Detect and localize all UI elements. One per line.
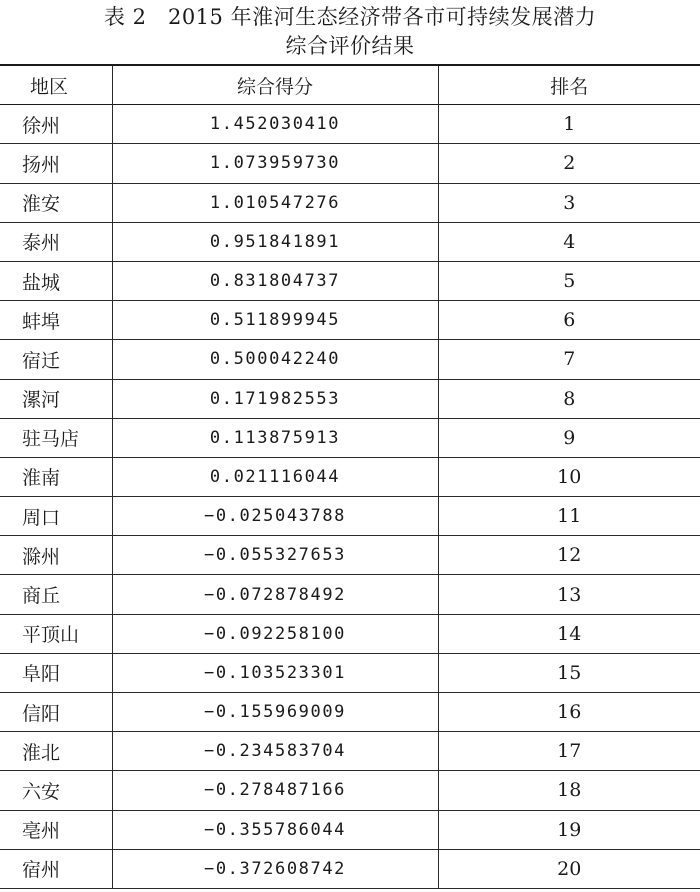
- region-cell: 宿州: [22, 859, 61, 882]
- region-cell: 淮安: [22, 193, 61, 216]
- score-cell: 0.831804737: [112, 261, 438, 300]
- table-row: [0, 457, 700, 496]
- table-row: [0, 849, 700, 888]
- table-row: [0, 301, 700, 340]
- table-row: [0, 418, 700, 457]
- table-row: [0, 732, 700, 771]
- region-cell: 宿迁: [22, 349, 61, 372]
- score-cell: −0.072878492: [112, 575, 438, 614]
- region-cell: 淮北: [22, 741, 61, 764]
- table-row: [0, 340, 700, 379]
- rank-cell: 19: [438, 810, 700, 849]
- table-row: [0, 261, 700, 300]
- score-cell: −0.092258100: [112, 614, 438, 653]
- table-row: [0, 810, 700, 849]
- table-row: [0, 379, 700, 418]
- rank-cell: 16: [438, 693, 700, 732]
- region-cell: 驻马店: [22, 428, 80, 451]
- table-row: [0, 693, 700, 732]
- rank-cell: 3: [438, 183, 700, 222]
- score-cell: 0.511899945: [112, 301, 438, 340]
- region-cell: 淮南: [22, 467, 61, 490]
- rank-cell: 14: [438, 614, 700, 653]
- score-cell: 0.021116044: [112, 457, 438, 496]
- score-cell: −0.025043788: [112, 497, 438, 536]
- region-cell: 泰州: [22, 232, 61, 255]
- region-cell: 平顶山: [22, 624, 80, 647]
- region-cell: 漯河: [22, 389, 61, 412]
- table-row: [0, 105, 700, 144]
- region-cell: 亳州: [22, 820, 61, 843]
- region-cell: 商丘: [22, 585, 61, 608]
- results-table: [0, 64, 700, 889]
- rank-cell: 10: [438, 457, 700, 496]
- table-row: [0, 771, 700, 810]
- score-cell: −0.103523301: [112, 653, 438, 692]
- rank-cell: 1: [438, 105, 700, 144]
- region-cell: 滁州: [22, 545, 61, 568]
- score-cell: 0.500042240: [112, 340, 438, 379]
- region-cell: 周口: [22, 506, 61, 529]
- rank-cell: 18: [438, 771, 700, 810]
- region-cell: 蚌埠: [22, 310, 61, 333]
- rank-cell: 7: [438, 340, 700, 379]
- score-cell: −0.372608742: [112, 849, 438, 888]
- rank-cell: 4: [438, 222, 700, 261]
- table-row: [0, 575, 700, 614]
- rank-cell: 11: [438, 497, 700, 536]
- score-cell: 0.171982553: [112, 379, 438, 418]
- region-cell: 扬州: [22, 153, 61, 176]
- table-row: [0, 144, 700, 183]
- score-cell: −0.234583704: [112, 732, 438, 771]
- rank-cell: 9: [438, 418, 700, 457]
- score-cell: 1.073959730: [112, 144, 438, 183]
- region-cell: 信阳: [22, 702, 61, 725]
- rank-cell: 20: [438, 849, 700, 888]
- region-cell: 盐城: [22, 271, 61, 294]
- score-cell: 0.113875913: [112, 418, 438, 457]
- caption-line-1: 表 2 2015 年淮河生态经济带各市可持续发展潜力: [103, 5, 597, 29]
- region-cell: 徐州: [22, 114, 61, 137]
- table-row: [0, 183, 700, 222]
- header-row: [0, 65, 700, 105]
- score-cell: 0.951841891: [112, 222, 438, 261]
- score-cell: −0.055327653: [112, 536, 438, 575]
- rank-cell: 6: [438, 301, 700, 340]
- caption-line-2: 综合评价结果: [285, 34, 415, 58]
- score-cell: −0.278487166: [112, 771, 438, 810]
- rank-cell: 17: [438, 732, 700, 771]
- header-rank: 排名: [438, 65, 700, 105]
- region-cell: 阜阳: [22, 663, 61, 686]
- table-body: [0, 105, 700, 889]
- score-cell: 1.010547276: [112, 183, 438, 222]
- region-cell: 六安: [22, 780, 61, 803]
- header-score: 综合得分: [112, 65, 438, 105]
- rank-cell: 2: [438, 144, 700, 183]
- rank-cell: 12: [438, 536, 700, 575]
- rank-cell: 13: [438, 575, 700, 614]
- score-cell: 1.452030410: [112, 105, 438, 144]
- header-region: 地区: [30, 75, 69, 98]
- rank-cell: 8: [438, 379, 700, 418]
- table-row: [0, 222, 700, 261]
- table-row: [0, 614, 700, 653]
- table-row: [0, 653, 700, 692]
- table-caption: [0, 0, 700, 64]
- score-cell: −0.355786044: [112, 810, 438, 849]
- rank-cell: 5: [438, 261, 700, 300]
- score-cell: −0.155969009: [112, 693, 438, 732]
- rank-cell: 15: [438, 653, 700, 692]
- table-row: [0, 497, 700, 536]
- table-row: [0, 536, 700, 575]
